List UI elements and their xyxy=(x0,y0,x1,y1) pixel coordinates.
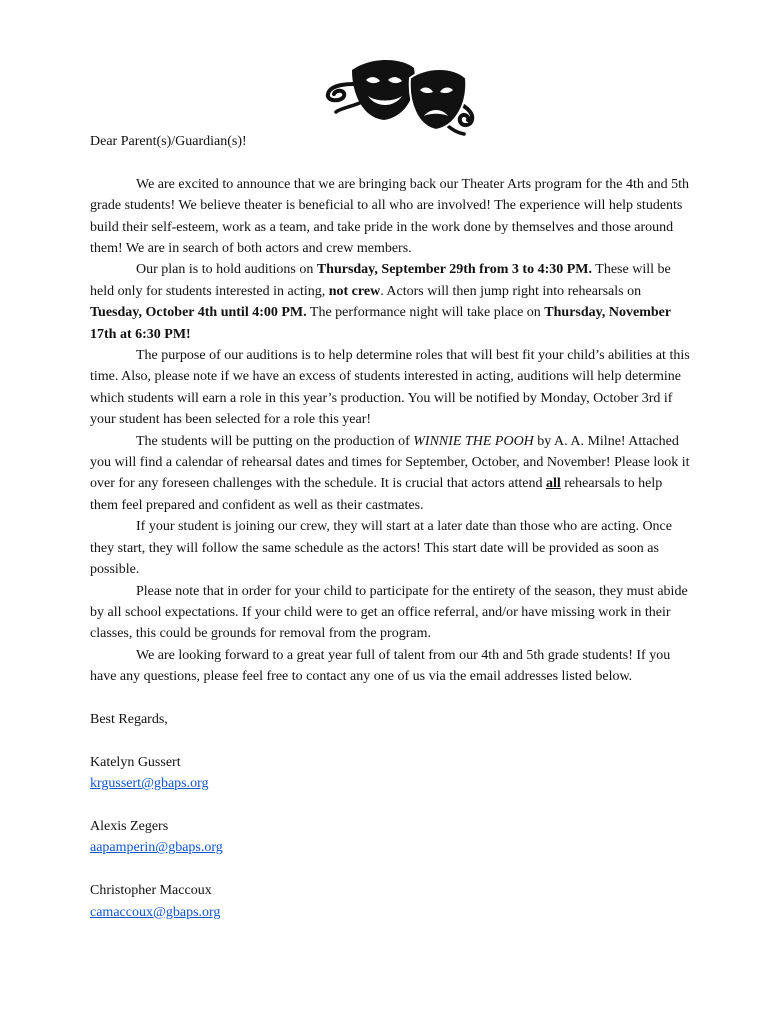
salutation: Dear Parent(s)/Guardian(s)! xyxy=(90,134,247,149)
closing: Best Regards, xyxy=(90,711,168,727)
paragraph-closing: We are looking forward to a great year full of talent from our 4th and 5th grade students! If you have any questions, please feel free to contact any one of us via the email addresses listed below. xyxy=(90,647,671,685)
paragraph-intro: We are excited to announce that we are bringing back our Theater Arts program for the 4th and 5th grade students! We believe theater is beneficial to all who are involved! The experience will help students build their self-esteem, work as a team, and take pride in the work done by themselves and those around them! We are in search of both actors and crew members. xyxy=(90,176,689,257)
auditions-text: . Actors will then jump right into rehearsals on xyxy=(380,283,642,299)
spacer xyxy=(90,859,690,880)
not-crew-emphasis: not crew xyxy=(328,283,381,299)
contact-name: Christopher Maccoux xyxy=(90,883,212,899)
audition-date: Thursday, September 29th from 3 to 4:30 PM. xyxy=(316,262,593,278)
production-text: The students will be putting on the production of xyxy=(136,433,414,449)
contact-name: Alexis Zegers xyxy=(90,818,169,834)
production-text: rehearsals to help them feel prepared and confident as well as their castmates. xyxy=(90,476,663,513)
spacer xyxy=(90,795,690,816)
paragraph-purpose: The purpose of our auditions is to help determine roles that will best fit your child’s abilities at this time. Also, please note if we have an excess of students interested in acting, auditions will help determine which students will earn a role in this year’s production. You will be notified by Monday, October 3rd if your student has been selected for a role this year! xyxy=(90,348,690,428)
spacer xyxy=(90,730,690,751)
paragraph-crew: If your student is joining our crew, they will start at a later date than those who are acting. Once they start, they will follow the same schedule as the actors! This start date will be provided as soon as possible. xyxy=(90,519,672,578)
auditions-text: Our plan is to hold auditions on xyxy=(136,262,317,278)
contact-email-link[interactable]: aapamperin@gbaps.org xyxy=(90,840,223,856)
all-emphasis: all xyxy=(545,476,561,492)
letter-body xyxy=(90,131,690,923)
spacer xyxy=(90,152,690,173)
spacer xyxy=(90,688,690,709)
paragraph-production xyxy=(90,431,690,517)
performance-date: Thursday, November 17th at 6:30 PM! xyxy=(90,305,671,342)
contact-email-link[interactable]: krgussert@gbaps.org xyxy=(90,776,209,792)
rehearsal-date: Tuesday, October 4th until 4:00 PM. xyxy=(90,305,307,321)
auditions-text: These will be held only for students interested in acting, xyxy=(90,262,671,299)
contact-name: Katelyn Gussert xyxy=(90,754,181,770)
paragraph-expectations: Please note that in order for your child to participate for the entirety of the season, they must abide by all school expectations. If your child were to get an office referral, and/or have missing work in their classes, this could be grounds for removal from the program. xyxy=(90,583,688,642)
production-text: by A. A. Milne! Attached you will find a calendar of rehearsal dates and times for September, October, and November! Please look it over for any foreseen challenges with the schedule. It is crucial that actors attend xyxy=(90,433,690,492)
theater-masks-icon xyxy=(322,56,488,136)
paragraph-auditions xyxy=(90,259,690,345)
auditions-text: The performance night will take place on xyxy=(306,305,545,321)
contact-email-link[interactable]: camaccoux@gbaps.org xyxy=(90,904,221,920)
production-title: WINNIE THE POOH xyxy=(413,433,534,449)
